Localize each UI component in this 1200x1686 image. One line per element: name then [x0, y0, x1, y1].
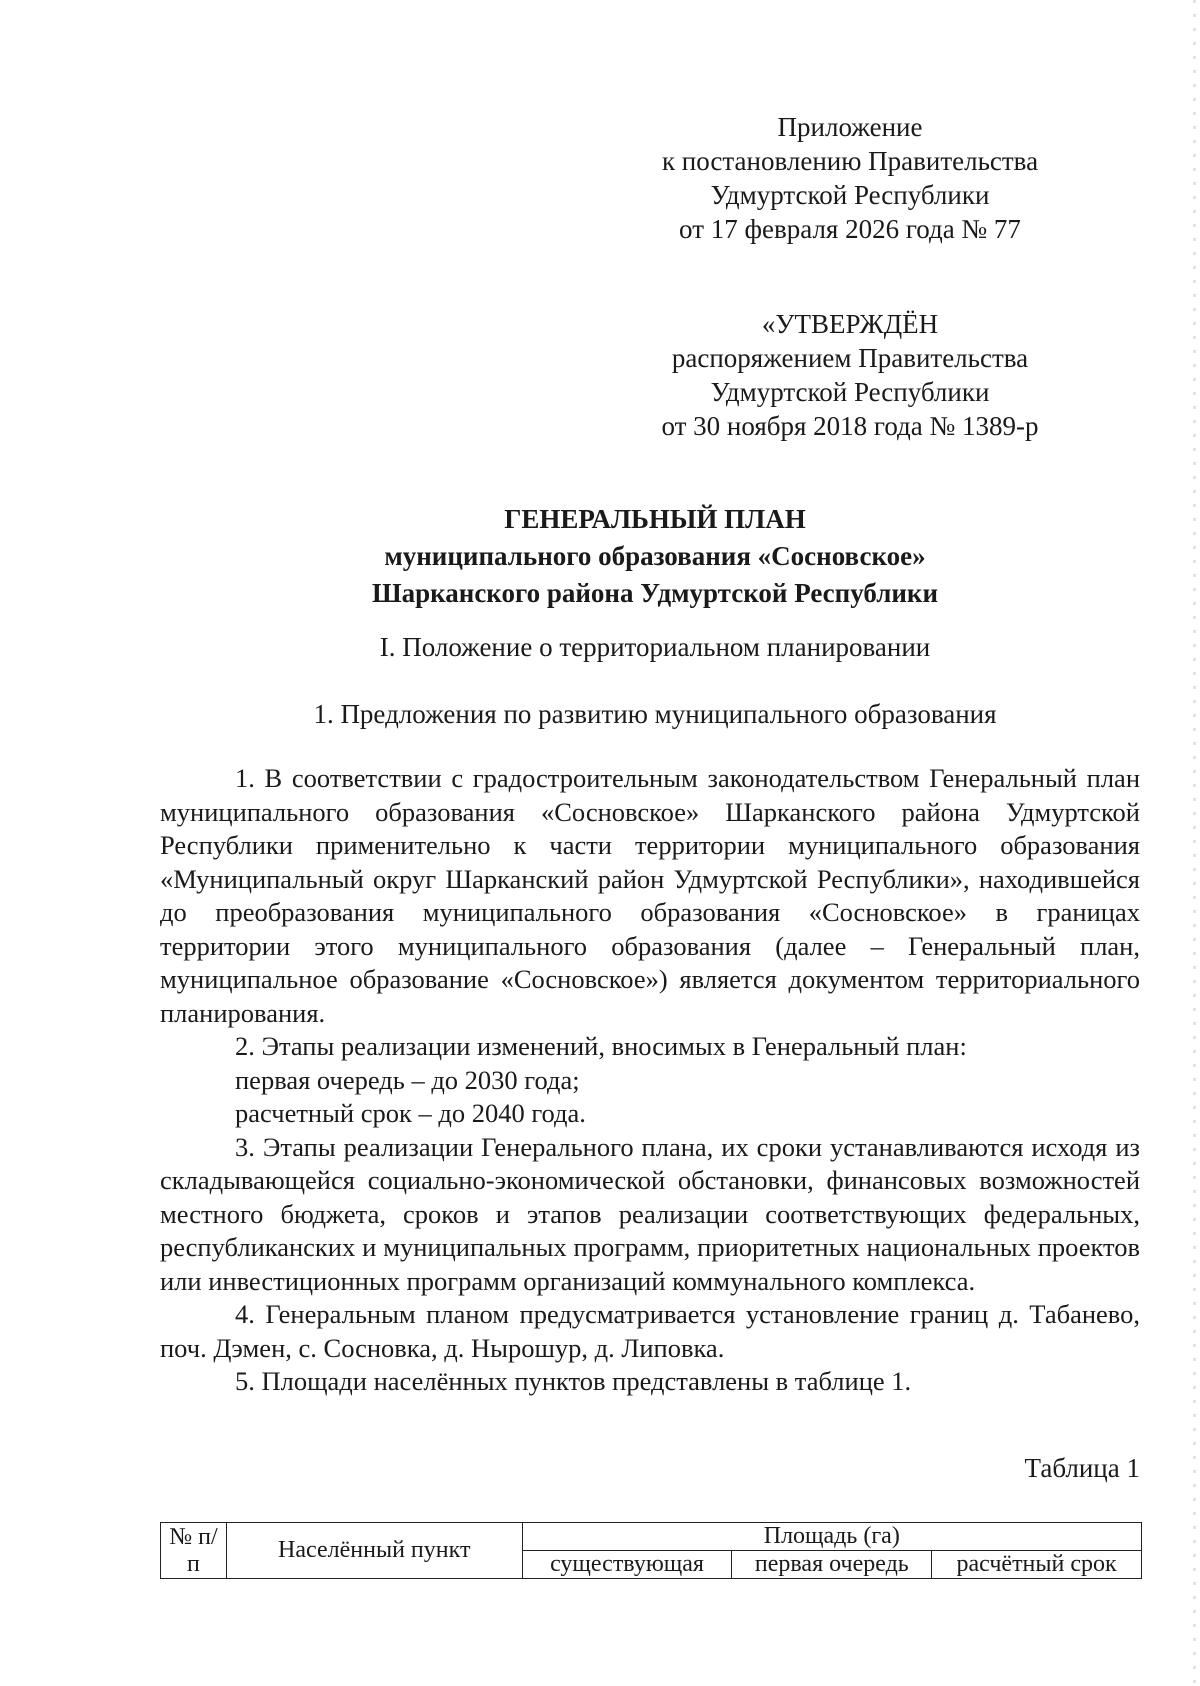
paragraph-3: первая очередь – до 2030 года;	[235, 1064, 580, 1095]
approval-stamp	[600, 307, 1100, 443]
document-title	[160, 501, 1150, 612]
paragraph-6: 4. Генеральным планом предусматривается установление границ д. Табанево, поч. Дэмен, с. Сосновка, д. Нырошур, д. Липовка.	[160, 1299, 1140, 1363]
body-text	[160, 762, 1140, 1399]
header-settlement: Населённый пункт	[226, 1523, 522, 1579]
approved-line-1: «УТВЕРЖДЁН	[761, 309, 939, 339]
paragraph-1: 1. В соответствии с градостроительным законодательством Генеральный план муниципального образования «Сосновское» Шарканского района Удмуртской Республики применительно к части территории муниципального образования «Муниципальный округ Шарканский район Удмуртской Республики», находившейся до преобразования муниципального образования «Сосновское» в границах территории этого муниципального образования (далее – Генеральный план, муниципальное образование «Сосновское») является документом территориального планирования.	[160, 763, 1140, 1028]
table-caption: Таблица 1	[1024, 1453, 1140, 1483]
paragraph-7: 5. Площади населённых пунктов представлены в таблице 1.	[235, 1366, 912, 1396]
header-number: № п/п	[161, 1523, 227, 1579]
annex-header	[600, 110, 1100, 246]
approved-line-2: распоряжением Правительства	[671, 343, 1029, 373]
table-header-row	[161, 1523, 1142, 1551]
title-line-2: муниципального образования «Сосновское»	[384, 541, 926, 571]
approved-line-4: от 30 ноября 2018 года № 1389-р	[661, 411, 1039, 441]
title-line-3: Шарканского района Удмуртской Республики	[371, 578, 939, 608]
annex-line-3: Удмуртской Республики	[710, 180, 990, 210]
header-existing: существующая	[522, 1551, 732, 1579]
paragraph-2: 2. Этапы реализации изменений, вносимых в Генеральный план:	[235, 1031, 967, 1061]
annex-line-4: от 17 февраля 2026 года № 77	[679, 214, 1021, 244]
paragraph-5: 3. Этапы реализации Генерального плана, их сроки устанавливаются исходя из складывающейся социально-экономической обстановки, финансовых возможностей местного бюджета, сроков и этапов реализации соответствующих федеральных, республиканских и муниципальных программ, приоритетных национальных проектов или инвестиционных программ организаций коммунального комплекса.	[160, 1131, 1140, 1296]
annex-line-1: Приложение	[777, 112, 923, 142]
annex-line-2: к постановлению Правительства	[661, 146, 1039, 176]
header-first-stage: первая очередь	[732, 1551, 932, 1579]
paragraph-4: расчетный срок – до 2040 года.	[235, 1098, 586, 1128]
title-line-1: ГЕНЕРАЛЬНЫЙ ПЛАН	[504, 504, 806, 534]
scan-edge-dots	[1193, 0, 1196, 1686]
header-area: Площадь (га)	[522, 1523, 1141, 1551]
header-final-stage: расчётный срок	[932, 1551, 1142, 1579]
subsection-title: 1. Предложения по развитию муниципального образования	[313, 699, 997, 729]
approved-line-3: Удмуртской Республики	[710, 377, 990, 407]
settlement-area-table	[160, 1522, 1142, 1579]
section-title: I. Положение о территориальном планировании	[379, 632, 931, 662]
